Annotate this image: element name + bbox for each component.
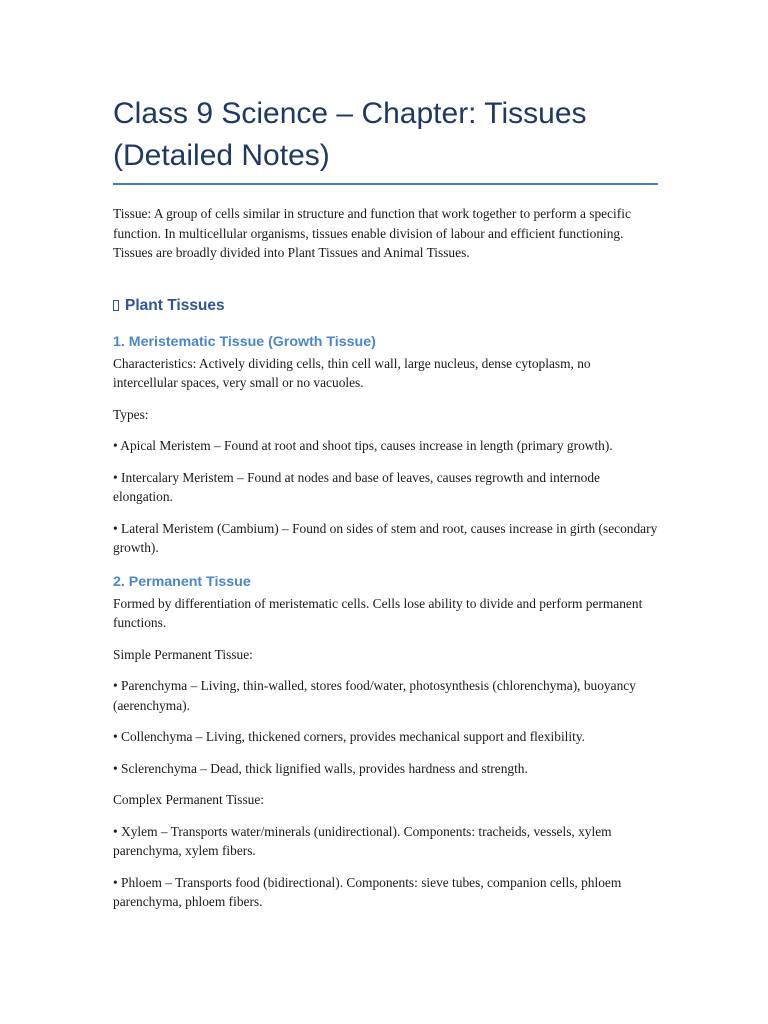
intro-paragraph: Tissue: A group of cells similar in structure and function that work together to perform a specific function. In multicellular organisms, tissues enable division of labour and efficient functioning. Tissues are broadly divided into Plant Tissues and Animal Tissues. xyxy=(113,206,631,260)
list-item: • Sclerenchyma – Dead, thick lignified walls, provides hardness and strength. xyxy=(113,760,528,776)
list-item: • Apical Meristem – Found at root and shoot tips, causes increase in length (primary growth). xyxy=(113,438,613,453)
list-item: • Xylem – Transports water/minerals (unidirectional). Components: tracheids, vessels, xylem parenchyma, xylem fibers. xyxy=(113,823,612,858)
permanent-description: Formed by differentiation of meristematic cells. Cells lose ability to divide and perform permanent functions. xyxy=(113,595,643,630)
subheading-meristematic: 1. Meristematic Tissue (Growth Tissue) xyxy=(113,333,376,350)
list-item: • Intercalary Meristem – Found at nodes and base of leaves, causes regrowth and internode elongation. xyxy=(113,469,600,504)
document-title: Class 9 Science – Chapter: Tissues (Detailed Notes) xyxy=(113,93,658,185)
list-item: • Parenchyma – Living, thin-walled, stores food/water, photosynthesis (chlorenchyma), buoyancy (aerenchyma). xyxy=(113,678,636,713)
simple-permanent-label: Simple Permanent Tissue: xyxy=(113,646,253,662)
subheading-permanent: 2. Permanent Tissue xyxy=(113,573,251,590)
section-heading-label: Plant Tissues xyxy=(125,296,225,314)
complex-permanent-label: Complex Permanent Tissue: xyxy=(113,792,265,807)
section-heading-plant-tissues xyxy=(113,297,658,315)
missing-glyph-icon xyxy=(113,300,119,311)
document-page xyxy=(113,93,658,912)
list-item: • Lateral Meristem (Cambium) – Found on sides of stem and root, causes increase in girth (secondary growth). xyxy=(113,520,658,555)
meristematic-characteristics: Characteristics: Actively dividing cells, thin cell wall, large nucleus, dense cytoplasm, no intercellular spaces, very small or no vacuoles. xyxy=(113,355,591,390)
types-label: Types: xyxy=(113,406,149,422)
list-item: • Collenchyma – Living, thickened corners, provides mechanical support and flexibility. xyxy=(113,729,585,744)
list-item: • Phloem – Transports food (bidirectional). Components: sieve tubes, companion cells, phloem parenchyma, phloem fibers. xyxy=(113,874,622,909)
